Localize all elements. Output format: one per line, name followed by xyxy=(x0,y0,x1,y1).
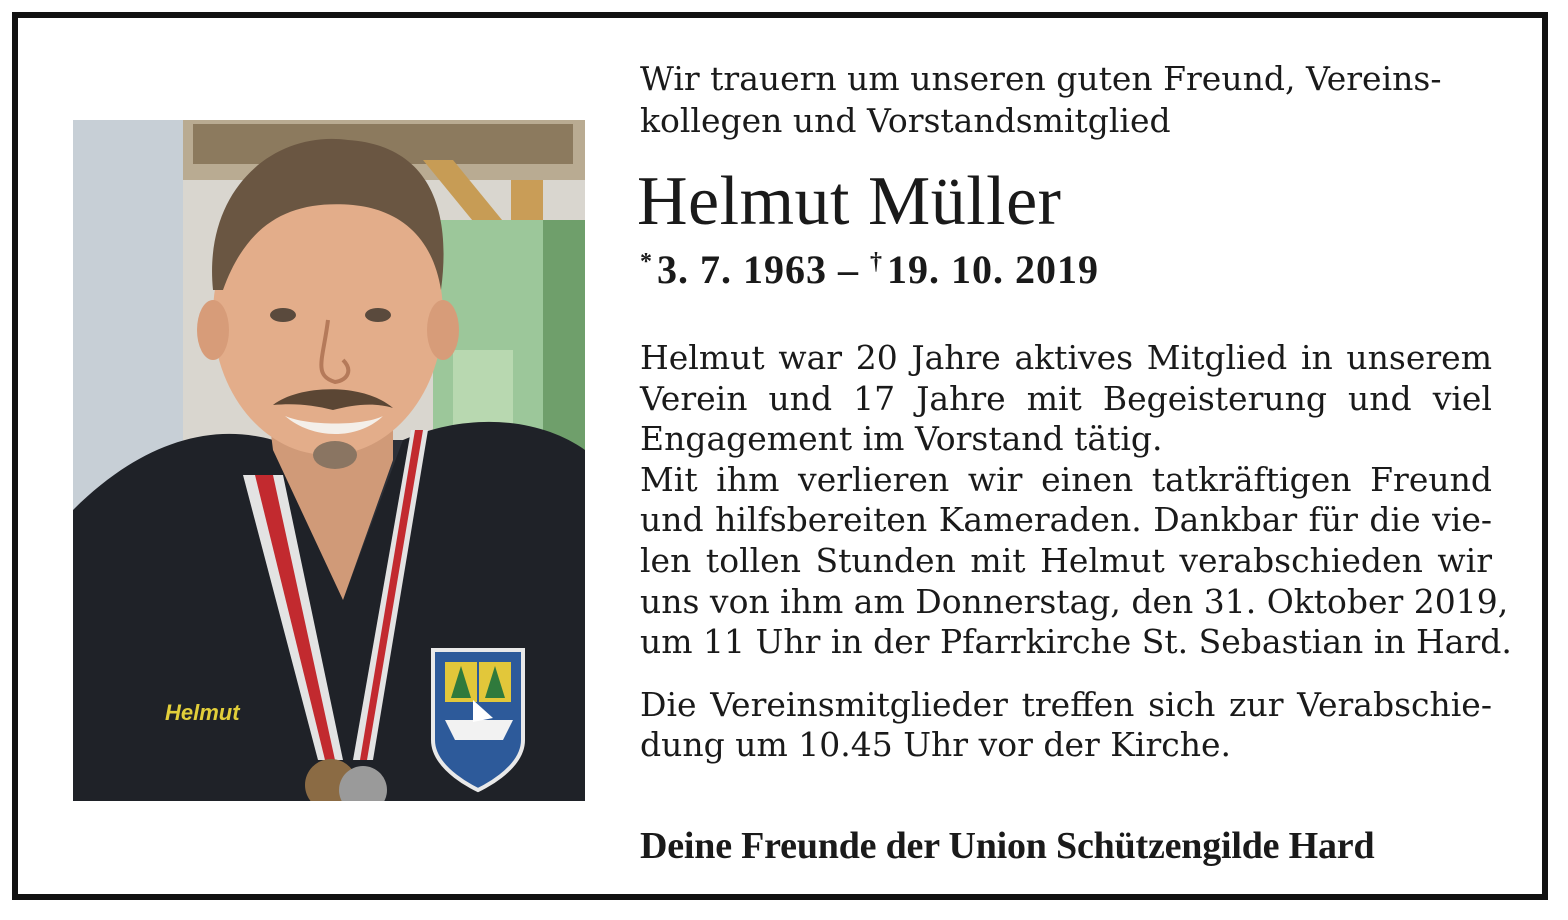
meeting-line: dung um 10.45 Uhr vor der Kirche. xyxy=(640,724,1232,764)
birth-symbol: * xyxy=(640,249,653,275)
obituary-text-column xyxy=(637,58,1512,765)
tribute-paragraph xyxy=(640,338,1512,663)
tribute-line: uns von ihm am Donnerstag, den 31. Oktober 2019, xyxy=(640,581,1509,621)
club-badge-emblem xyxy=(433,650,523,790)
intro-line: kollegen und Vorstandsmitglied xyxy=(640,101,1171,140)
tribute-line: Engagement im Vorstand tätig. xyxy=(640,419,1163,459)
intro-line: Wir trauern um unseren guten Freund, Vereins- xyxy=(640,59,1442,98)
portrait-photo xyxy=(73,120,585,801)
date-separator: – xyxy=(838,247,859,292)
death-date: 19. 10. 2019 xyxy=(887,247,1099,292)
tribute-line: Verein und 17 Jahre mit Begeisterung und viel xyxy=(640,378,1492,418)
meeting-line: Die Vereinsmitglieder treffen sich zur Verabschie- xyxy=(640,684,1492,724)
tribute-line: und hilfsbereiten Kameraden. Dankbar für die vie- xyxy=(640,500,1492,540)
tribute-line: len tollen Stunden mit Helmut verabschieden wir xyxy=(640,540,1492,580)
tribute-line: Helmut war 20 Jahre aktives Mitglied in unserem xyxy=(640,338,1492,377)
tribute-line: Mit ihm verlieren wir einen tatkräftigen Freund xyxy=(640,459,1492,499)
meeting-note xyxy=(640,685,1492,765)
death-symbol: † xyxy=(870,249,883,275)
tribute-line: um 11 Uhr in der Pfarrkirche St. Sebastian in Hard. xyxy=(640,622,1512,662)
shirt-name-embroidery: Helmut xyxy=(165,700,240,725)
intro-text xyxy=(640,58,1492,142)
birth-date: 3. 7. 1963 xyxy=(657,247,827,292)
life-dates xyxy=(640,238,1492,294)
signature: Deine Freunde der Union Schützengilde Hard xyxy=(640,825,1375,867)
deceased-name: Helmut Müller xyxy=(637,163,1062,240)
